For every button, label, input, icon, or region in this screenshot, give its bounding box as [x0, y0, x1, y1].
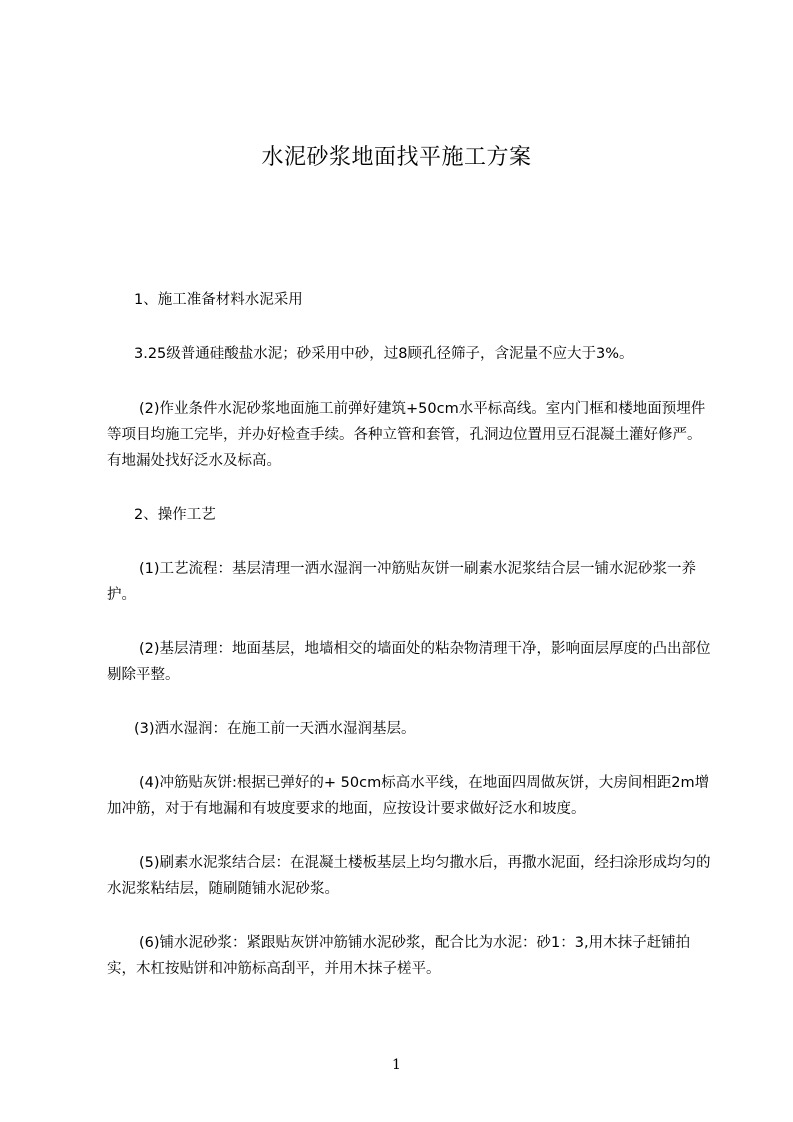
document-title: 水泥砂浆地面找平施工方案 [261, 145, 532, 170]
paragraph-screeding-marks: (4)冲筋贴灰饼:根据已弹好的+ 50cm标高水平线，在地面四周做灰饼，大房间相距2m增加冲筋，对于有地漏和有坡度要求的地面，应按设计要求做好泛水和坡度。 [107, 775, 710, 817]
paragraph-section-2-heading: 2、操作工艺 [134, 507, 216, 523]
paragraph-cement-spec: 3.25级普通硅酸盐水泥；砂采用中砂，过8顾孔径筛子，含泥量不应大于3%。 [134, 346, 634, 362]
paragraph-section-1-heading: 1、施工准备材料水泥采用 [134, 292, 303, 308]
paragraph-process-flow: (1)工艺流程：基层清理一洒水湿润一冲筋贴灰饼一刷素水泥浆结合层一铺水泥砂浆一养护。 [107, 561, 697, 603]
paragraph-wetting: (3)洒水湿润：在施工前一天洒水湿润基层。 [134, 721, 416, 737]
page-number: 1 [392, 1057, 401, 1073]
paragraph-base-cleaning: (2)基层清理：地面基层，地墙相交的墙面处的粘杂物清理干净，影响面层厚度的凸出部位剔除平整。 [107, 641, 711, 683]
paragraph-work-conditions: (2)作业条件水泥砂浆地面施工前弹好建筑+50cm水平标高线。室内门框和楼地面预埋件等项目均施工完毕，并办好检查手续。各种立管和套管，孔洞边位置用豆石混凝土灌好修严。有地漏处找好泛水及标高。 [107, 401, 706, 469]
paragraph-bonding-layer: (5)刷素水泥浆结合层：在混凝土楼板基层上均匀撒水后，再撒水泥面，经扫涂形成均匀的水泥浆粘结层，随刷随铺水泥砂浆。 [107, 855, 711, 897]
paragraph-mortar-laying: (6)铺水泥砂浆：紧跟贴灰饼冲筋铺水泥砂浆，配合比为水泥：砂1：3,用木抹子赶铺拍实，木杠按贴饼和冲筋标高刮平，并用木抹子槎平。 [107, 935, 691, 977]
